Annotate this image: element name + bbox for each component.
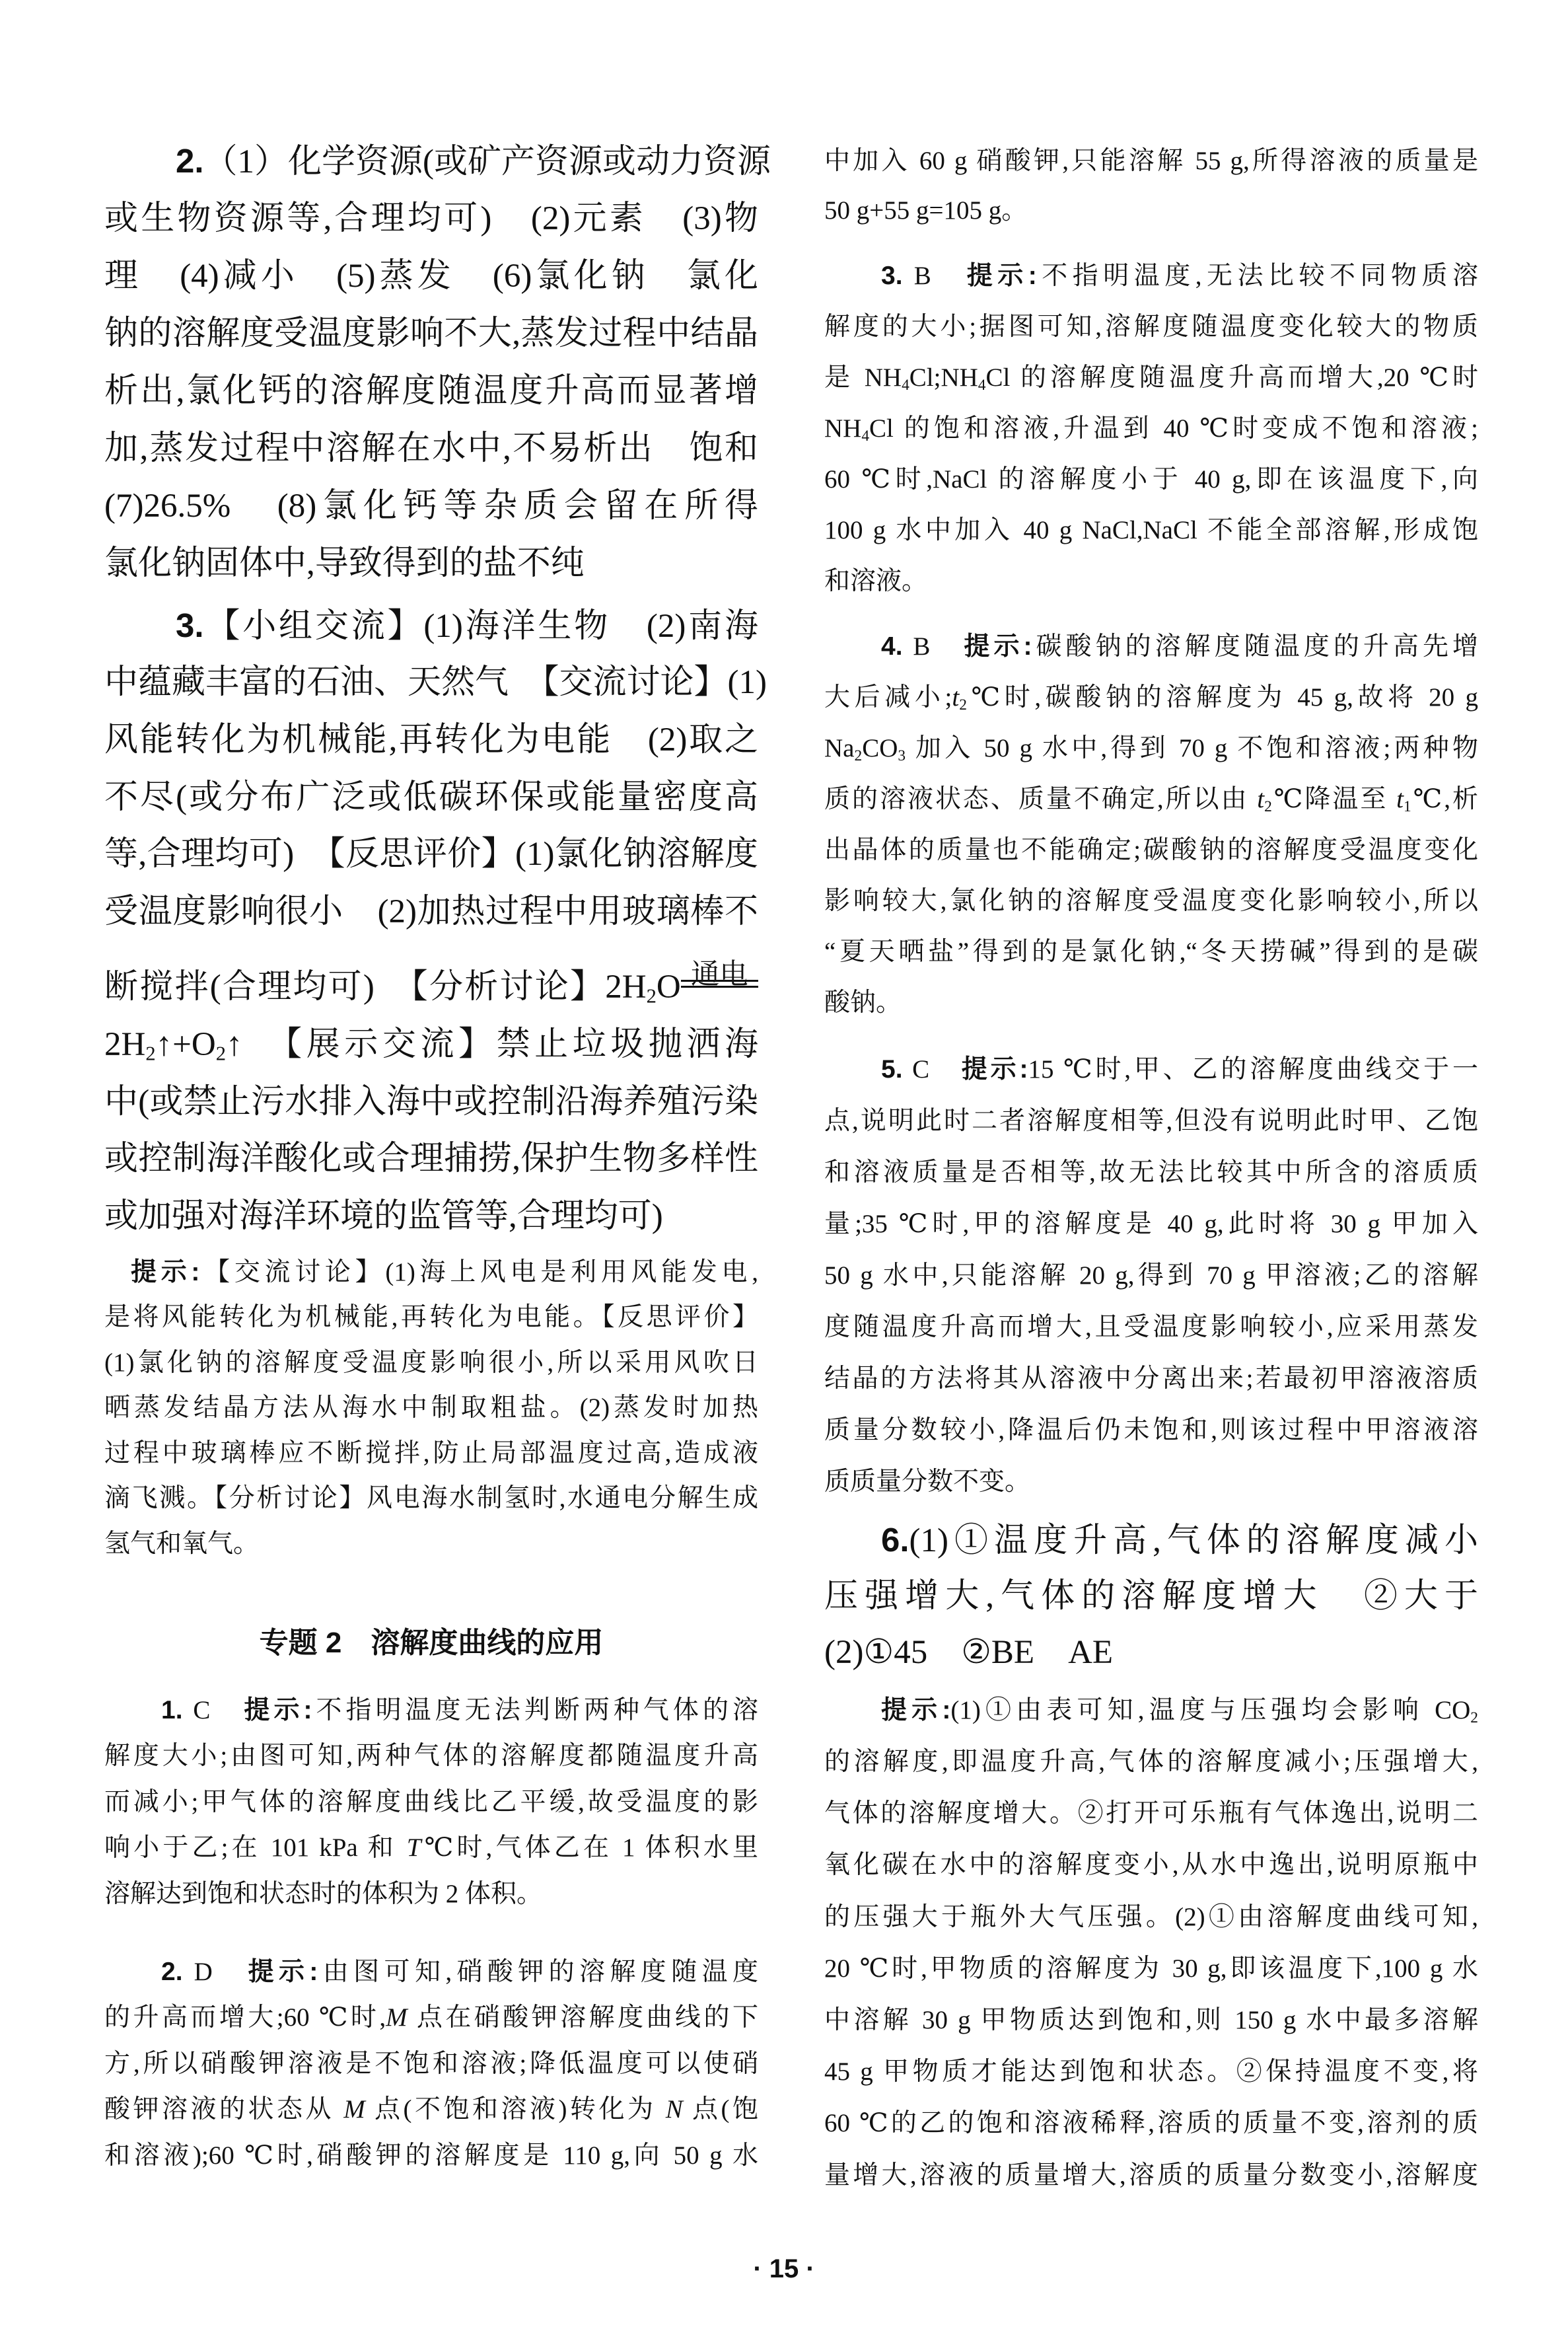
italic-variable: M — [343, 2095, 365, 2124]
text-run: 碳酸钠的溶解度随温度的升高先增 — [1032, 632, 1478, 661]
bold-label: 提示: — [964, 632, 1032, 661]
q3-hint-line: 滴飞溅。【分析讨论】风电海水制氢时,水通电分解生成 — [104, 1484, 758, 1513]
topic2-q6-hint-line: 中溶解 30 g 甲物质达到饱和,则 150 g 水中最多溶解 — [824, 2006, 1478, 2035]
topic2-q4-line — [881, 630, 1478, 664]
topic2-q2-line: 和溶液);60 ℃时,硝酸钾的溶解度是 110 g,向 50 g 水 — [104, 2141, 758, 2170]
topic2-q4-line: 影响较大,氯化钠的溶解度受温度变化影响较小,所以 — [824, 886, 1478, 915]
topic2-q5-line: 质质量分数不变。 — [824, 1467, 1031, 1496]
text-run: ↑ 【展示交流】禁止垃圾抛洒海 — [226, 1026, 758, 1064]
topic2-q6-hint-line: 氧化碳在水中的溶解度变小,从水中逸出,说明原瓶中 — [824, 1851, 1478, 1880]
bold-label: 2. — [176, 141, 204, 180]
topic2-q3-line: 100 g 水中加入 40 g NaCl,NaCl 不能全部溶解,形成饱 — [824, 515, 1478, 544]
text-run: Cl;NH — [909, 363, 978, 392]
italic-variable: T — [406, 1833, 421, 1863]
text-run: C — [182, 1695, 244, 1724]
topic2-q3-line: 解度的大小;据图可知,溶解度随温度变化较大的物质 — [824, 312, 1478, 341]
topic2-q5-line — [881, 1053, 1478, 1087]
q3-hint-line — [131, 1256, 758, 1290]
q2-answer-line: 析出,氯化钙的溶解度随温度升高而显著增 — [104, 372, 758, 410]
text-run: 不指明温度,无法比较不同物质溶 — [1036, 261, 1478, 290]
text-run: O — [656, 969, 681, 1006]
q2-answer-line: 理 (4)减小 (5)蒸发 (6)氯化钠 氯化 — [104, 257, 758, 295]
subscript: 2 — [1264, 797, 1272, 815]
bold-label: 2. — [161, 1957, 183, 1986]
topic2-q2-line — [161, 1956, 758, 1989]
italic-variable: M — [386, 2003, 408, 2032]
topic2-q2-line: 方,所以硝酸钾溶液是不饱和溶液;降低温度可以使硝 — [104, 2049, 758, 2078]
bold-label: 4. — [881, 632, 903, 661]
topic2-q6-hint-line: 的压强大于瓶外大气压强。(2)①由溶解度曲线可知, — [824, 1902, 1478, 1931]
subscript: 4 — [902, 376, 909, 394]
q3-answer-line — [104, 1023, 758, 1066]
topic2-q2-line — [104, 2001, 758, 2035]
q3-answer-line: 中蕴藏丰富的石油、天然气 【交流讨论】(1) — [104, 664, 767, 702]
topic2-q1-line: 而减小;甲气体的溶解度曲线比乙平缓,故受温度的影 — [104, 1787, 758, 1816]
subscript: 1 — [1403, 797, 1411, 815]
text-run: 断搅拌(合理均可) 【分析讨论】2H — [104, 969, 647, 1006]
subscript: 3 — [898, 747, 906, 764]
text-run: NH — [824, 414, 862, 443]
topic2-q1-line — [104, 1831, 758, 1865]
topic2-q6-hint-line: 量增大,溶液的质量增大,溶质的质量分数变小,溶解度 — [824, 2160, 1478, 2190]
q3-answer-line — [104, 958, 758, 1009]
topic2-q6-hint-line: 的溶解度,即温度升高,气体的溶解度减小;压强增大, — [824, 1747, 1478, 1776]
q3-answer-line — [176, 604, 758, 647]
text-run: 加入 50 g 水中,得到 70 g 不饱和溶液;两种物 — [906, 733, 1478, 762]
subscript: 2 — [646, 985, 657, 1008]
text-run: 15 ℃时,甲、乙的溶解度曲线交于一 — [1028, 1054, 1478, 1084]
section-title-line — [104, 1624, 758, 1662]
text-run: 不指明温度无法判断两种气体的溶 — [312, 1695, 758, 1724]
bold-label: 3. — [176, 606, 204, 644]
reaction-condition — [681, 958, 758, 998]
text-run: 2H — [104, 1026, 146, 1064]
text-run: B — [902, 261, 967, 290]
text-run: ℃时,碳酸钠的溶解度为 45 g,故将 20 g — [966, 683, 1478, 712]
topic2-q3-line: 和溶液。 — [824, 566, 928, 595]
topic2-q6-hint-line: 气体的溶解度增大。②打开可乐瓶有气体逸出,说明二 — [824, 1799, 1478, 1828]
text-run: 点(饱 — [682, 2095, 758, 2124]
text-run: (1)①由表可知,温度与压强均会影响 CO — [950, 1695, 1471, 1724]
topic2-q2-continued-line: 中加入 60 g 硝酸钾,只能溶解 55 g,所得溶液的质量是 — [824, 146, 1478, 175]
bold-label: 提示: — [244, 1695, 312, 1724]
q3-hint-line: 晒蒸发结晶方法从海水中制取粗盐。(2)蒸发时加热 — [104, 1393, 758, 1422]
topic2-q4-line: “夏天晒盐”得到的是氯化钠,“冬天捞碱”得到的是碳 — [824, 937, 1478, 966]
text-run: 【小组交流】(1)海洋生物 (2)南海 — [203, 607, 758, 645]
italic-variable: t — [1257, 784, 1265, 813]
q3-hint-line: 是将风能转化为机械能,再转化为电能。【反思评价】 — [104, 1303, 758, 1332]
q2-answer-line: 加,蒸发过程中溶解在水中,不易析出 饱和 — [104, 429, 758, 467]
italic-variable: N — [665, 2095, 683, 2124]
text-run: 的升高而增大;60 ℃时, — [104, 2003, 386, 2032]
text-run: ℃时,气体乙在 1 体积水里 — [421, 1833, 758, 1863]
text-run: 【交流讨论】(1)海上风电是利用风能发电, — [199, 1257, 758, 1286]
q3-answer-line: 等,合理均可) 【反思评价】(1)氯化钠溶解度 — [104, 836, 758, 873]
text-run: 点(不饱和溶液)转化为 — [365, 2095, 666, 2124]
q3-answer-line: 或控制海洋酸化或合理捕捞,保护生物多样性 — [104, 1140, 758, 1178]
text-run: C — [902, 1054, 962, 1084]
text-run: 响小于乙;在 101 kPa 和 — [104, 1833, 407, 1863]
text-run: 酸钾溶液的状态从 — [104, 2095, 344, 2124]
topic2-q1-line: 解度大小;由图可知,两种气体的溶解度都随温度升高 — [104, 1742, 758, 1771]
subscript: 2 — [854, 747, 863, 764]
italic-variable: t — [1396, 784, 1404, 813]
q2-answer-line — [176, 139, 771, 183]
q3-hint-line: (1)氯化钠的溶解度受温度影响很小,所以采用风吹日 — [104, 1348, 758, 1377]
topic2-q4-line — [824, 732, 1478, 766]
text-run: Cl 的溶解度随温度升高而增大,20 ℃时 — [985, 363, 1478, 392]
text-run: ℃降温至 — [1271, 784, 1397, 813]
bold-label: 提示: — [131, 1257, 200, 1286]
page-number-line — [0, 2252, 1568, 2286]
text-run: (1)①温度升高,气体的溶解度减小 — [909, 1522, 1478, 1559]
topic2-q5-line: 量;35 ℃时,甲的溶解度是 40 g,此时将 30 g 甲加入 — [824, 1209, 1478, 1238]
q3-answer-line: 中(或禁止污水排入海中或控制沿海养殖污染 — [104, 1083, 758, 1121]
text-run: 由图可知,硝酸钾的溶解度随温度 — [318, 1957, 758, 1986]
bold-label: 6. — [881, 1520, 909, 1559]
topic2-q4-line: 出晶体的质量也不能确定;碳酸钠的溶解度受温度变化 — [824, 835, 1478, 864]
bold-label: 提示: — [966, 261, 1037, 290]
topic2-q5-line: 点,说明此时二者溶解度相等,但没有说明此时甲、乙饱 — [824, 1106, 1478, 1135]
text-run: 质的溶液状态、质量不确定,所以由 — [824, 784, 1258, 813]
text-run: ℃,析 — [1411, 784, 1478, 813]
topic2-q5-line: 和溶液质量是否相等,故无法比较其中所含的溶质质 — [824, 1158, 1478, 1187]
topic2-q6-line: 压强增大,气体的溶解度增大 ②大于 — [824, 1577, 1478, 1615]
topic2-q4-line — [824, 783, 1478, 817]
bold-label: · 15 · — [753, 2254, 815, 2283]
topic2-q6-hint-line: 45 g 甲物质才能达到饱和状态。②保持温度不变,将 — [824, 2057, 1478, 2086]
topic2-q6-hint-line — [881, 1694, 1478, 1728]
subscript: 2 — [215, 1042, 227, 1065]
topic2-q3-line: 60 ℃时,NaCl 的溶解度小于 40 g,即在该温度下,向 — [824, 464, 1478, 494]
q3-answer-line: 不尽(或分布广泛或低碳环保或能量密度高 — [104, 778, 758, 816]
text-run: Na — [824, 733, 855, 762]
topic2-q3-line — [881, 260, 1478, 293]
bold-label: 1. — [161, 1695, 183, 1724]
topic2-q6-hint-line: 20 ℃时,甲物质的溶解度为 30 g,即该温度下,100 g 水 — [824, 1954, 1478, 1983]
subscript: 4 — [861, 427, 870, 445]
bold-label: 提示: — [881, 1695, 951, 1724]
subscript: 2 — [145, 1042, 156, 1065]
q3-answer-line: 或加强对海洋环境的监管等,合理均可) — [104, 1197, 663, 1235]
topic2-q5-line: 度随温度升高而增大,且受温度影响较小,应采用蒸发 — [824, 1312, 1478, 1341]
topic2-q6-hint-line: 60 ℃的乙的饱和溶液稀释,溶质的质量不变,溶剂的质 — [824, 2109, 1478, 2138]
text-run: Cl 的饱和溶液,升温到 40 ℃时变成不饱和溶液; — [869, 414, 1478, 443]
topic2-q2-line — [104, 2093, 758, 2127]
q2-answer-line: 钠的溶解度受温度影响不大,蒸发过程中结晶 — [104, 314, 758, 352]
text-run: D — [182, 1957, 248, 1986]
text-run: 大后减小; — [824, 683, 952, 712]
topic2-q3-line — [824, 412, 1478, 446]
topic2-q6-line — [881, 1518, 1478, 1562]
topic2-q4-line — [824, 681, 1478, 715]
text-run: （1）化学资源(或矿产资源或动力资源 — [203, 143, 771, 180]
topic2-q1-line — [161, 1694, 758, 1728]
bold-label: 提示: — [248, 1957, 318, 1986]
text-run: CO — [862, 733, 898, 762]
topic2-q3-line — [824, 361, 1478, 395]
subscript: 2 — [1470, 1709, 1478, 1726]
reaction-condition-label: 通电 — [691, 958, 748, 990]
q2-answer-line: 氯化钠固体中,导致得到的盐不纯 — [104, 544, 585, 582]
subscript: 2 — [959, 696, 967, 714]
topic2-q5-line: 结晶的方法将其从溶液中分离出来;若最初甲溶液溶质 — [824, 1364, 1478, 1393]
topic2-q5-line: 质量分数较小,降温后仍未饱和,则该过程中甲溶液溶 — [824, 1415, 1478, 1444]
q3-hint-line: 氢气和氧气。 — [104, 1529, 260, 1558]
q2-answer-line: (7)26.5% (8)氯化钙等杂质会留在所得 — [104, 487, 758, 525]
bold-label: 专题 2 溶解度曲线的应用 — [259, 1627, 604, 1660]
text-run: 点在硝酸钾溶解度曲线的下 — [407, 2003, 758, 2032]
subscript: 4 — [978, 376, 986, 394]
bold-label: 提示: — [961, 1054, 1028, 1084]
topic2-q2-continued-line: 50 g+55 g=105 g。 — [824, 196, 1028, 225]
topic2-q5-line: 50 g 水中,只能溶解 20 g,得到 70 g 甲溶液;乙的溶解 — [824, 1261, 1478, 1290]
italic-variable: t — [952, 683, 960, 712]
topic2-q6-line: (2)①45 ②BE AE — [824, 1633, 1114, 1671]
q3-answer-line: 受温度影响很小 (2)加热过程中用玻璃棒不 — [104, 893, 758, 930]
topic2-q4-line: 酸钠。 — [824, 988, 902, 1017]
text-run: B — [902, 632, 964, 661]
text-run: ↑+O — [155, 1026, 216, 1064]
q2-answer-line: 或生物资源等,合理均可) (2)元素 (3)物 — [104, 200, 758, 237]
bold-label: 3. — [881, 261, 903, 290]
topic2-q1-line: 溶解达到饱和状态时的体积为 2 体积。 — [104, 1879, 543, 1908]
bold-label: 5. — [881, 1054, 903, 1084]
q3-hint-line: 过程中玻璃棒应不断搅拌,防止局部温度过高,造成液 — [104, 1438, 758, 1467]
text-run: 是 NH — [824, 363, 902, 392]
q3-answer-line: 风能转化为机械能,再转化为电能 (2)取之 — [104, 721, 758, 759]
